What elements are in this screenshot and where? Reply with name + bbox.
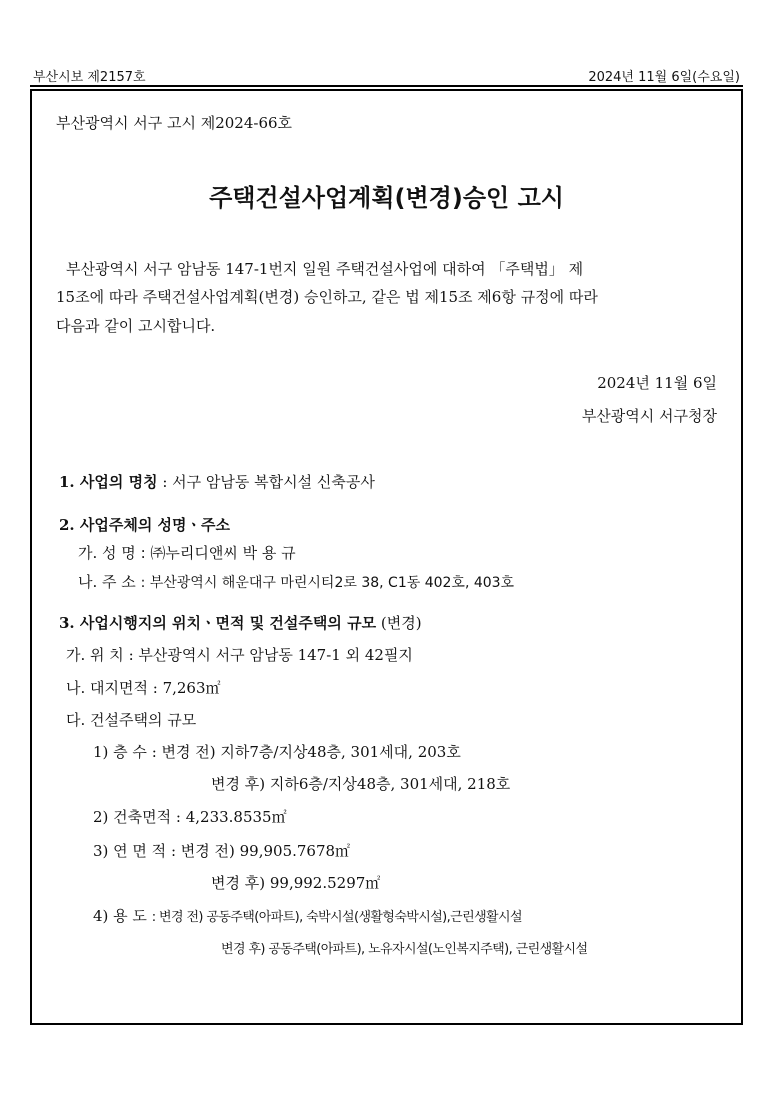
body-line-1: 부산광역시 서구 암남동 147-1번지 일원 주택건설사업에 대하여 「주택법」 제 [66, 260, 584, 278]
section-3-housing-scale: 다. 건설주택의 규모 [66, 711, 197, 729]
body-line-3: 다음과 같이 고시합니다. [56, 317, 216, 335]
section-2-address [78, 571, 514, 592]
header-rule [30, 85, 743, 87]
floors-before: : 변경 전) 지하7층/지상48층, 301세대, 203호 [151, 743, 461, 761]
section-2-name-label: 가. 성 명 [78, 544, 136, 562]
section-3-location-value: : 부산광역시 서구 암남동 147-1 외 42필지 [128, 646, 413, 664]
floors-row [93, 741, 461, 762]
gazette-date: 2024년 11월 6일(수요일) [588, 70, 740, 85]
notice-number: 부산광역시 서구 고시 제2024-66호 [56, 114, 293, 132]
use-row [93, 905, 522, 926]
gazette-issue: 부산시보 제2157호 [33, 70, 146, 85]
notice-issuer: 부산광역시 서구청장 [581, 407, 717, 425]
section-2-name-value: : ㈜누리디앤씨 박 용 규 [140, 544, 296, 562]
section-3-location [66, 644, 413, 665]
section-2-heading: 2. 사업주체의 성명ㆍ주소 [59, 516, 231, 534]
use-before: : 변경 전) 공동주택(아파트), 숙박시설(생활형숙박시설),근린생활시설 [151, 910, 522, 925]
floors-after: 변경 후) 지하6층/지상48층, 301세대, 218호 [211, 775, 511, 793]
section-3-heading-suffix: (변경) [380, 614, 422, 632]
use-label: 4) 용 도 [93, 907, 147, 925]
use-after: 변경 후) 공동주택(아파트), 노유자시설(노인복지주택), 근린생활시설 [221, 942, 588, 957]
section-1-value: : 서구 암남동 복합시설 신축공사 [162, 473, 375, 491]
section-2-address-value: : 부산광역시 해운대구 마린시티2로 38, C1동 402호, 403호 [140, 575, 515, 591]
floors-label: 1) 층 수 [93, 743, 147, 761]
gross-area-before: : 변경 전) 99,905.7678㎡ [170, 842, 351, 860]
body-line-2: 15조에 따라 주택건설사업계획(변경) 승인하고, 같은 법 제15조 제6항 규정에 따라 [56, 288, 598, 306]
section-1 [59, 471, 375, 492]
section-3-location-label: 가. 위 치 [66, 646, 124, 664]
gross-area-after: 변경 후) 99,992.5297㎡ [211, 874, 381, 892]
section-3-heading: 3. 사업시행지의 위치ㆍ면적 및 건설주택의 규모 [59, 614, 377, 632]
notice-date: 2024년 11월 6일 [597, 374, 717, 392]
section-3-site-area: 나. 대지면적 : 7,263㎡ [66, 679, 221, 697]
section-3 [59, 612, 422, 633]
section-2-name [78, 542, 296, 563]
gross-area-label: 3) 연 면 적 [93, 842, 167, 860]
building-area: 2) 건축면적 : 4,233.8535㎡ [93, 808, 287, 826]
section-1-heading: 1. 사업의 명칭 [59, 473, 158, 491]
section-2-address-label: 나. 주 소 [78, 573, 136, 591]
notice-title: 주택건설사업계획(변경)승인 고시 [209, 184, 564, 212]
gross-area-row [93, 840, 350, 861]
